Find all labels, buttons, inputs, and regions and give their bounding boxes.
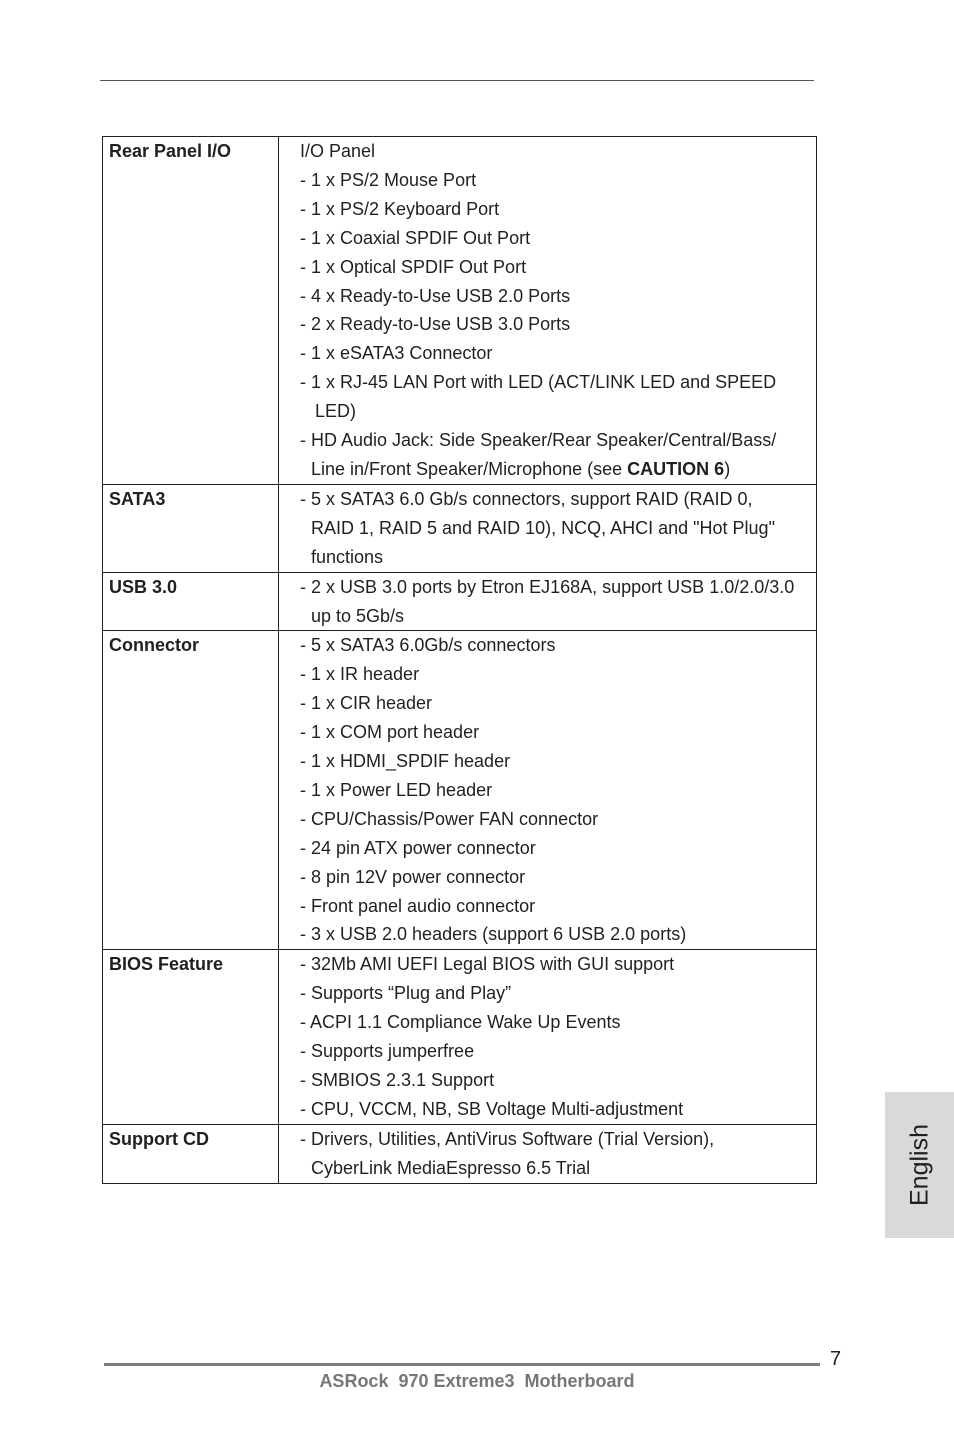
spec-items (279, 950, 817, 1124)
spec-line (300, 455, 816, 484)
spec-line-text: ) (724, 458, 731, 479)
spec-line: functions (311, 546, 384, 567)
language-tab (885, 1092, 954, 1238)
spec-line: - Supports “Plug and Play” (300, 983, 512, 1004)
spec-line: - 1 x HDMI_SPDIF header (300, 751, 511, 772)
spec-line: - 8 pin 12V power connector (300, 866, 526, 887)
spec-line: - 1 x IR header (300, 664, 420, 685)
spec-line: I/O Panel (300, 141, 376, 161)
spec-label: Rear Panel I/O (103, 137, 279, 485)
spec-label: Connector (103, 631, 279, 950)
spec-line: CyberLink MediaEspresso 6.5 Trial (311, 1157, 591, 1178)
footer-title: ASRock 970 Extreme3 Motherboard (319, 1371, 635, 1391)
spec-line: - 1 x PS/2 Mouse Port (300, 169, 477, 190)
spec-line: - 1 x Power LED header (300, 779, 493, 800)
spec-line: RAID 1, RAID 5 and RAID 10), NCQ, AHCI and "Hot Plug" (311, 517, 775, 538)
spec-line: - 1 x RJ-45 LAN Port with LED (ACT/LINK LED and SPEED (300, 372, 777, 393)
spec-line: - 4 x Ready-to-Use USB 2.0 Ports (300, 285, 571, 306)
spec-row-rear-panel-io (103, 137, 817, 485)
page-number: 7 (830, 1348, 842, 1370)
spec-line: - SMBIOS 2.3.1 Support (300, 1070, 495, 1090)
spec-row-usb30 (103, 572, 817, 631)
spec-line: - 1 x PS/2 Keyboard Port (300, 198, 500, 219)
spec-line: - 1 x Optical SPDIF Out Port (300, 256, 527, 277)
spec-line: - 32Mb AMI UEFI Legal BIOS with GUI support (300, 954, 675, 975)
spec-items (279, 572, 817, 631)
spec-line: - 1 x COM port header (300, 722, 480, 743)
spec-items (279, 631, 817, 950)
spec-line: LED) (315, 401, 357, 422)
spec-line: - 1 x CIR header (300, 693, 433, 714)
spec-line: - 2 x Ready-to-Use USB 3.0 Ports (300, 314, 571, 335)
spec-label: USB 3.0 (103, 572, 279, 631)
spec-line: - Supports jumperfree (300, 1041, 475, 1062)
spec-line: - HD Audio Jack: Side Speaker/Rear Speaker/Central/Bass/ (300, 430, 777, 451)
spec-line: - Drivers, Utilities, AntiVirus Software (Trial Version), (300, 1128, 715, 1149)
spec-line: - 1 x Coaxial SPDIF Out Port (300, 227, 531, 248)
spec-line: - 5 x SATA3 6.0Gb/s connectors (300, 635, 556, 656)
spec-line: - CPU, VCCM, NB, SB Voltage Multi-adjustment (300, 1098, 684, 1119)
top-rule (100, 80, 814, 81)
spec-items (279, 137, 817, 485)
spec-label: BIOS Feature (103, 950, 279, 1124)
spec-line: - 1 x eSATA3 Connector (300, 343, 493, 364)
spec-line: - 5 x SATA3 6.0 Gb/s connectors, support RAID (RAID 0, (300, 488, 753, 509)
spec-label: SATA3 (103, 484, 279, 572)
spec-line: - 3 x USB 2.0 headers (support 6 USB 2.0 ports) (300, 924, 687, 945)
spec-table (102, 136, 817, 1184)
spec-row-bios-feature (103, 950, 817, 1124)
spec-row-connector (103, 631, 817, 950)
spec-items (279, 1124, 817, 1183)
caution-reference: CAUTION 6 (627, 458, 725, 479)
spec-line: - 24 pin ATX power connector (300, 837, 536, 858)
spec-line: - CPU/Chassis/Power FAN connector (300, 808, 599, 829)
spec-label: Support CD (103, 1124, 279, 1183)
language-tab-label: English (905, 1124, 933, 1206)
spec-line-text: Line in/Front Speaker/Microphone (see (311, 458, 628, 479)
bottom-rule (104, 1363, 820, 1366)
spec-line: up to 5Gb/s (311, 605, 405, 626)
spec-row-sata3 (103, 484, 817, 572)
spec-line: - 2 x USB 3.0 ports by Etron EJ168A, support USB 1.0/2.0/3.0 (300, 576, 795, 597)
spec-line: - ACPI 1.1 Compliance Wake Up Events (300, 1012, 621, 1033)
spec-row-support-cd (103, 1124, 817, 1183)
spec-items (279, 484, 817, 572)
spec-line: - Front panel audio connector (300, 895, 536, 916)
